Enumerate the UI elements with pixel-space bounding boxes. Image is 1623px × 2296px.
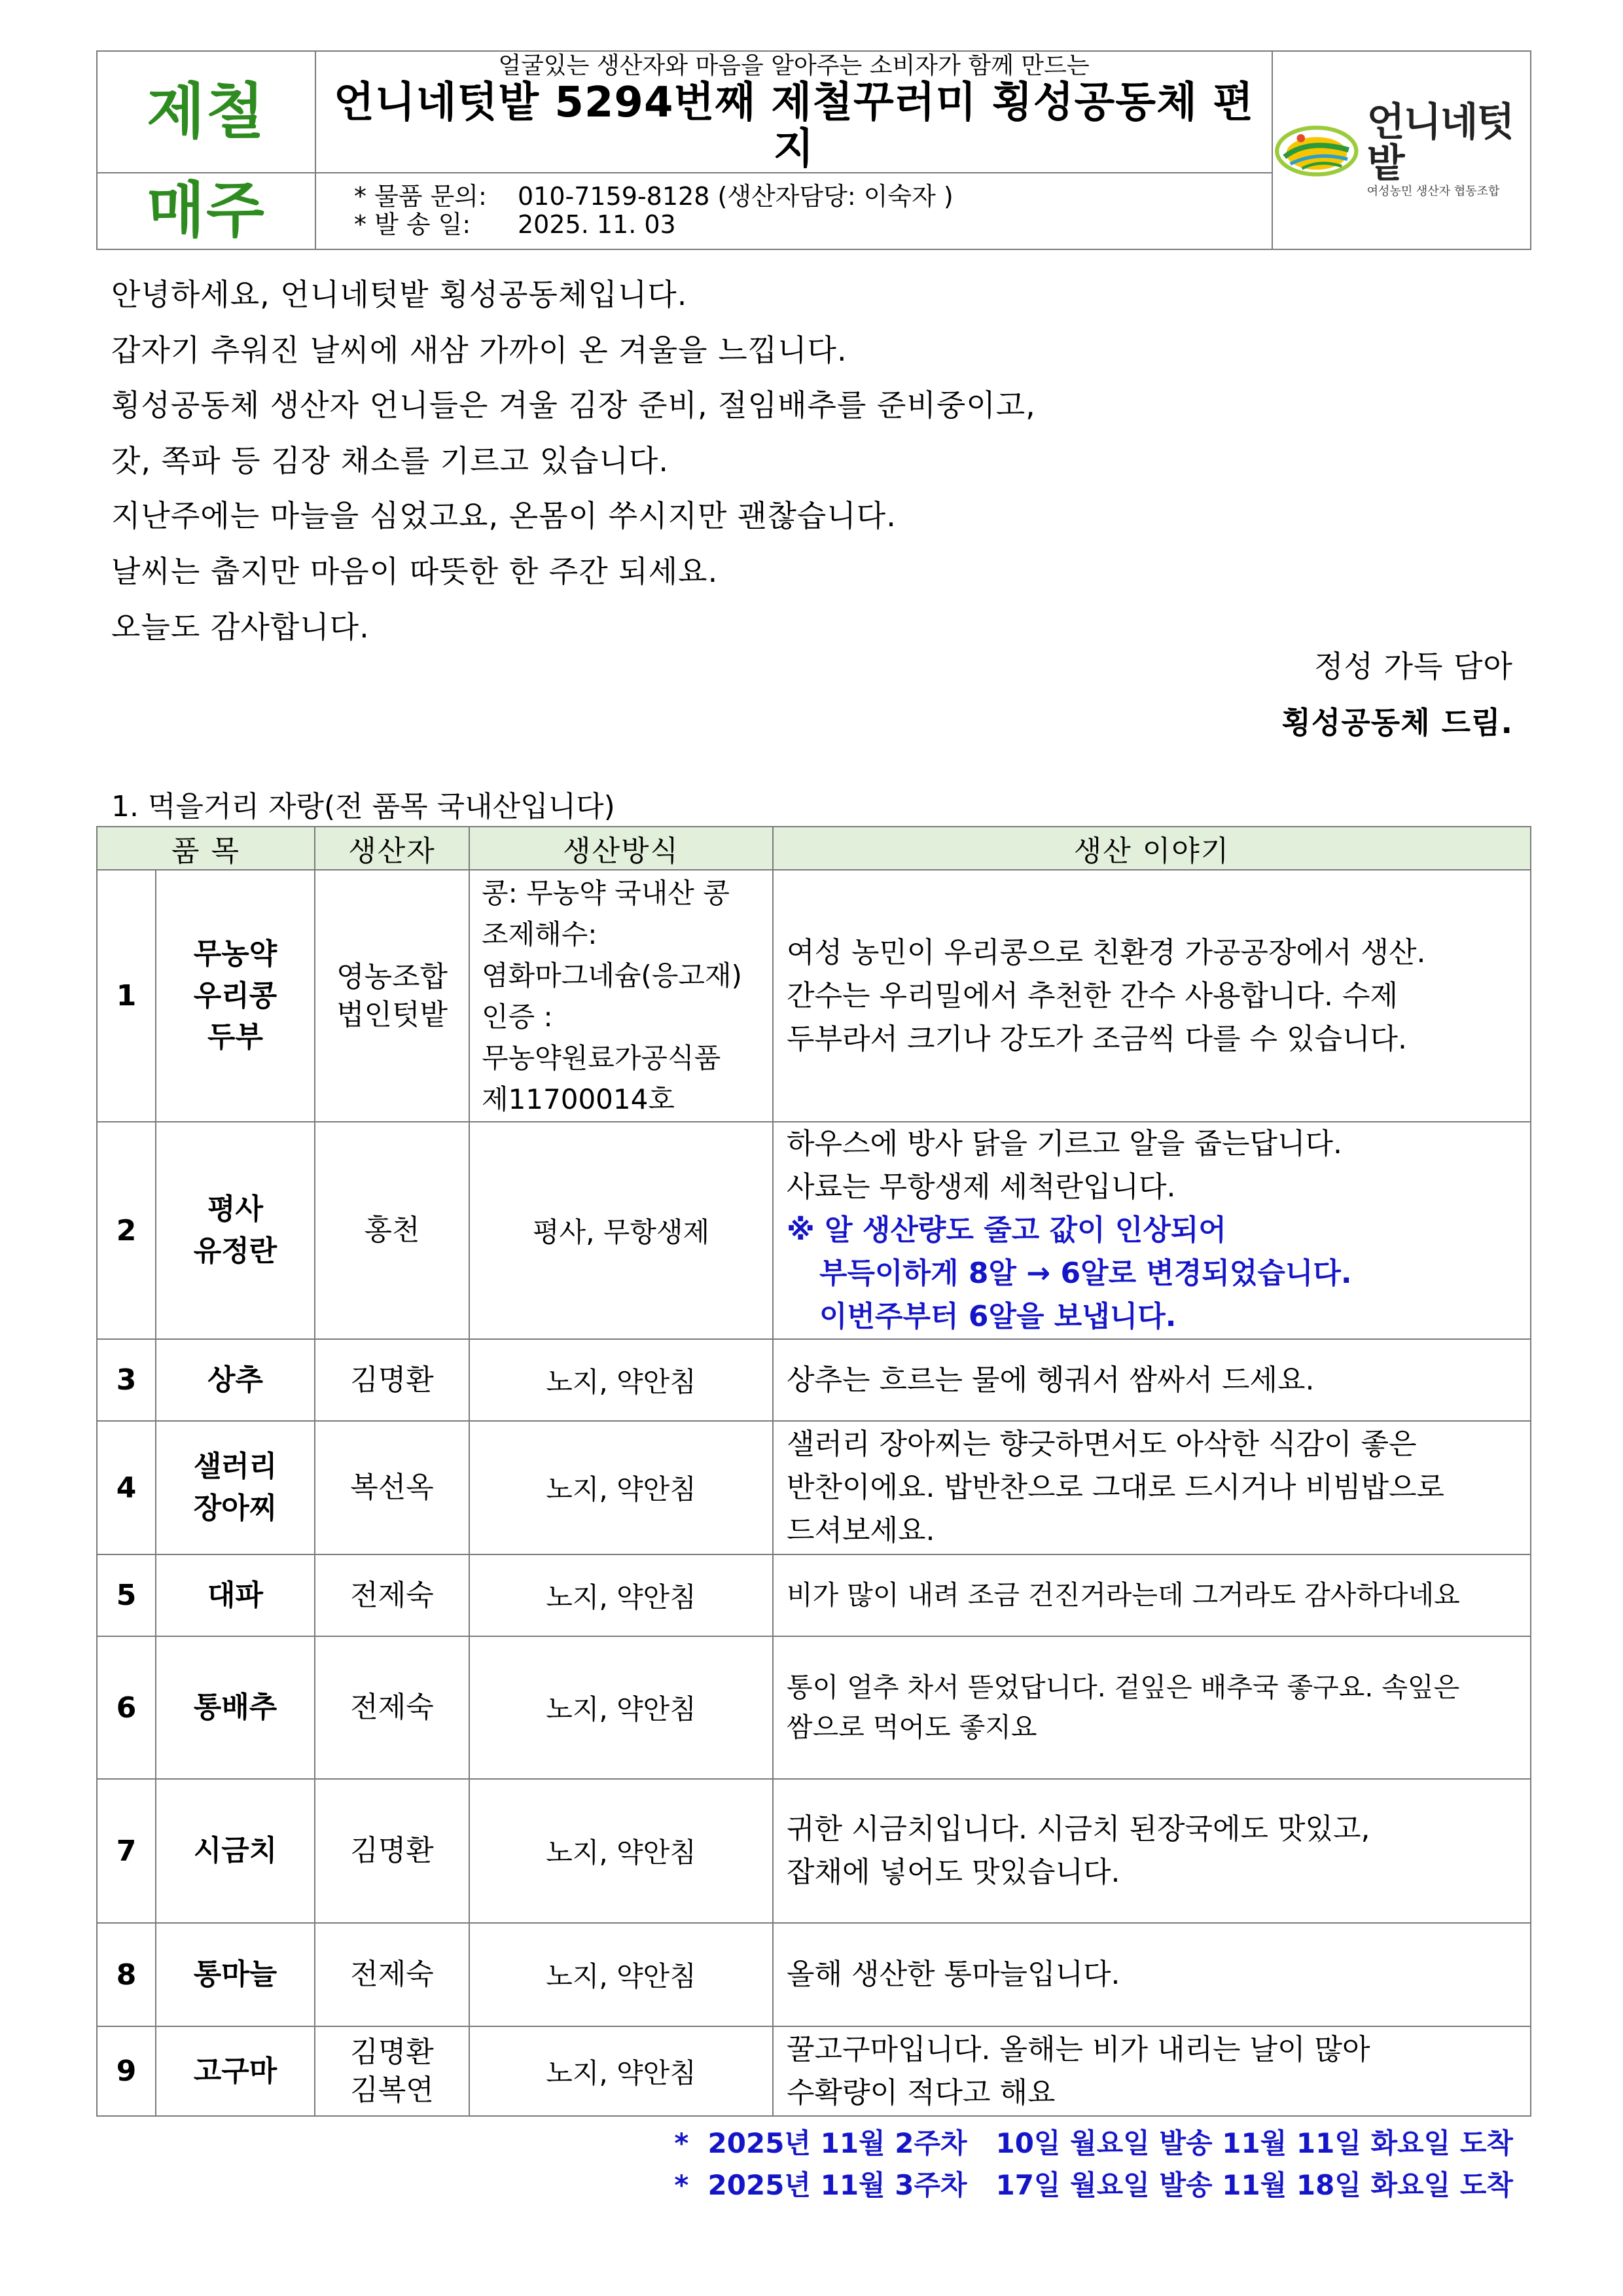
producer: 김명환: [315, 1779, 469, 1923]
production-method: 콩: 무농약 국내산 콩 조제해수: 염화마그네슘(응고재) 인증 : 무농약원료가공식품 제11700014호: [469, 870, 773, 1122]
production-method: 평사, 무항생제: [469, 1122, 773, 1339]
production-story: 꿀고구마입니다. 올해는 비가 내리는 날이 많아 수확량이 적다고 해요: [773, 2026, 1531, 2116]
producer: 전제숙: [315, 1923, 469, 2026]
production-story: 귀한 시금치입니다. 시금치 된장국에도 맛있고, 잡채에 넣어도 맛있습니다.: [773, 1779, 1531, 1923]
table-header-row: [97, 827, 1531, 870]
production-story: 샐러리 장아찌는 향긋하면서도 아삭한 식감이 좋은 반찬이에요. 밥반찬으로 그대로 드시거나 비빔밥으로 드셔보세요.: [773, 1421, 1531, 1554]
production-method: 노지, 약안침: [469, 1554, 773, 1636]
letter-line: 갑자기 추워진 날씨에 새삼 가까이 온 겨울을 느낍니다.: [111, 332, 847, 368]
production-method: 노지, 약안침: [469, 1923, 773, 2026]
item-name: 고구마: [156, 2026, 315, 2116]
col-header-story: 생산 이야기: [773, 827, 1531, 870]
col-header-method: 생산방식: [469, 827, 773, 870]
production-story: 통이 얼추 차서 뜯었답니다. 겉잎은 배추국 좋구요. 속잎은 쌈으로 먹어도 좋지요: [773, 1636, 1531, 1779]
production-method: 노지, 약안침: [469, 1421, 773, 1554]
letter-closing: 정성 가득 담아: [1314, 649, 1513, 684]
letter-line: 안녕하세요, 언니네텃밭 횡성공동체입니다.: [111, 277, 688, 312]
item-name: 무농약 우리콩 두부: [156, 870, 315, 1122]
page-title: 언니네텃밭 5294번째 제철꾸러미 횡성공동체 편지: [333, 79, 1255, 173]
production-story: 하우스에 방사 닭을 기르고 알을 줍는답니다. 사료는 무항생제 세척란입니다. ※ 알 생산량도 줄고 값이 인상되어 부득이하게 8알 → 6알로 변경되었습니다. 이번주부터 6알을 보냅니다.: [773, 1122, 1531, 1339]
producer: 김명환 김복연: [315, 2026, 469, 2116]
item-name: 통배추: [156, 1636, 315, 1779]
production-story: 여성 농민이 우리콩으로 친환경 가공공장에서 생산. 간수는 우리밀에서 추천한 간수 사용합니다. 수제 두부라서 크기나 강도가 조금씩 다를 수 있습니다.: [773, 870, 1531, 1122]
date-value: 2025. 11. 03: [518, 210, 676, 240]
delivery-note: * 2025년 11월 2주차 10일 월요일 발송 11월 11일 화요일 도착: [674, 2127, 1513, 2159]
tag-seasonal: 제철: [97, 51, 315, 173]
date-label: * 발 송 일:: [354, 210, 471, 240]
date-line: [354, 211, 1272, 240]
production-method: 노지, 약안침: [469, 1779, 773, 1923]
item-name: 평사 유정란: [156, 1122, 315, 1339]
row-number: 6: [97, 1636, 156, 1779]
letter-line: 날씨는 춥지만 마음이 따뜻한 한 주간 되세요.: [111, 553, 719, 589]
production-story: 비가 많이 내려 조금 건진거라는데 그거라도 감사하다네요: [773, 1554, 1531, 1636]
delivery-note: * 2025년 11월 3주차 17일 월요일 발송 11월 18일 화요일 도착: [674, 2169, 1513, 2201]
table-row: [97, 1421, 1531, 1554]
product-table: [96, 826, 1531, 2117]
letter-line: 오늘도 감사합니다.: [111, 609, 370, 645]
notice-line: 이번주부터 6알을 보냅니다.: [819, 1300, 1177, 1333]
table-row: [97, 1122, 1531, 1339]
col-header-item: 품 목: [97, 827, 315, 870]
row-number: 5: [97, 1554, 156, 1636]
row-number: 8: [97, 1923, 156, 2026]
row-number: 4: [97, 1421, 156, 1554]
item-name: 대파: [156, 1554, 315, 1636]
meta-cell: [315, 173, 1272, 249]
table-row: [97, 2026, 1531, 2116]
row-number: 2: [97, 1122, 156, 1339]
table-row: [97, 1636, 1531, 1779]
letter-signature: 횡성공동체 드림.: [1281, 705, 1513, 740]
production-story: 올해 생산한 통마늘입니다.: [773, 1923, 1531, 2026]
col-header-producer: 생산자: [315, 827, 469, 870]
notice-line: 부득이하게 8알 → 6알로 변경되었습니다.: [819, 1257, 1352, 1290]
table-row: [97, 1339, 1531, 1421]
title-cell: [315, 51, 1272, 173]
producer: 김명환: [315, 1339, 469, 1421]
logo-cell: [1272, 51, 1531, 249]
item-name: 통마늘: [156, 1923, 315, 2026]
logo-name: 언니네텃밭: [1366, 99, 1514, 187]
logo-icon: [1273, 117, 1361, 183]
table-row: [97, 1554, 1531, 1636]
header-subtitle: 얼굴있는 생산자와 마음을 알아주는 소비자가 함께 만드는: [498, 52, 1090, 79]
item-name: 상추: [156, 1339, 315, 1421]
contact-label: * 물품 문의:: [354, 181, 487, 211]
table-row: [97, 1923, 1531, 2026]
producer: 영농조합 법인텃밭: [315, 870, 469, 1122]
row-number: 7: [97, 1779, 156, 1923]
production-story: 상추는 흐르는 물에 헹궈서 쌈싸서 드세요.: [773, 1339, 1531, 1421]
header-table: [96, 50, 1531, 250]
letter-line: 지난주에는 마늘을 심었고요, 온몸이 쑤시지만 괜찮습니다.: [111, 498, 897, 534]
production-method: 노지, 약안침: [469, 2026, 773, 2116]
table-row: [97, 1779, 1531, 1923]
table-row: [97, 870, 1531, 1122]
letter-body: [111, 267, 1531, 655]
contact-line: [354, 183, 1272, 211]
logo: [1273, 99, 1530, 199]
row-number: 3: [97, 1339, 156, 1421]
logo-subtitle: 여성농민 생산자 협동조합: [1366, 184, 1500, 198]
letter-line: 횡성공동체 생산자 언니들은 겨울 김장 준비, 절임배추를 준비중이고,: [111, 387, 1036, 423]
producer: 전제숙: [315, 1636, 469, 1779]
producer: 홍천: [315, 1122, 469, 1339]
item-name: 샐러리 장아찌: [156, 1421, 315, 1554]
letter-line: 갓, 쪽파 등 김장 채소를 기르고 있습니다.: [111, 442, 669, 478]
notice-line: ※ 알 생산량도 줄고 값이 인상되어: [787, 1213, 1226, 1247]
producer: 복선옥: [315, 1421, 469, 1554]
item-name: 시금치: [156, 1779, 315, 1923]
production-method: 노지, 약안침: [469, 1636, 773, 1779]
contact-value: 010-7159-8128 (생산자담당: 이숙자 ): [518, 181, 954, 211]
tag-weekly: 매주: [97, 173, 315, 249]
row-number: 9: [97, 2026, 156, 2116]
producer: 전제숙: [315, 1554, 469, 1636]
production-method: 노지, 약안침: [469, 1339, 773, 1421]
row-number: 1: [97, 870, 156, 1122]
section-title: 1. 먹을거리 자랑(전 품목 국내산입니다): [111, 790, 615, 823]
